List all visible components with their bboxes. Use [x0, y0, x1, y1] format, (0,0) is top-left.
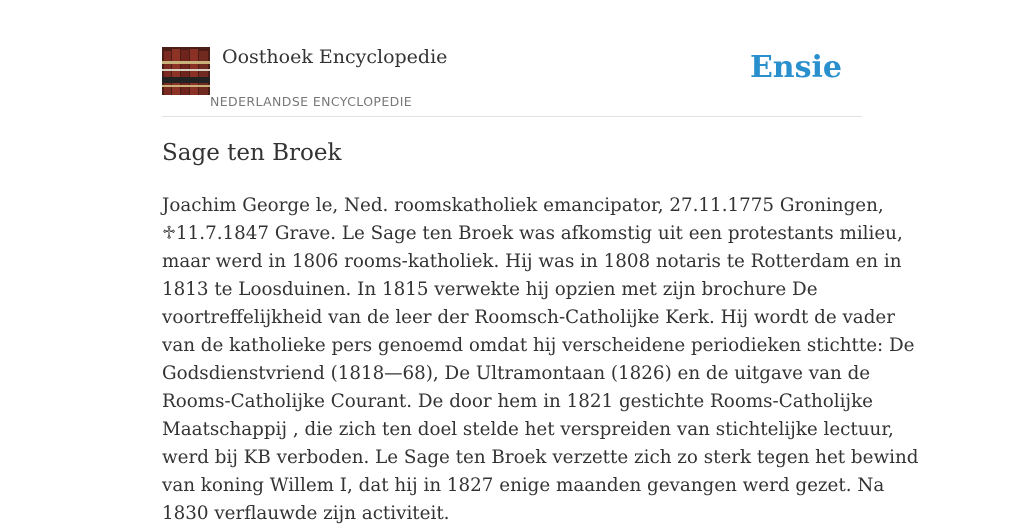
article-line: voortreffelijkheid van de leer der Roomsch-Catholijke Kerk. Hij wordt de vader [162, 307, 895, 328]
site-header [162, 46, 862, 117]
article-line: van de katholieke pers genoemd omdat hij verscheidene periodieken stichtte: De [162, 335, 915, 356]
article-line: Rooms-Catholijke Courant. De door hem in 1821 gestichte Rooms-Catholijke [162, 391, 873, 412]
article-body [162, 192, 919, 528]
brand-logo[interactable]: Ensie [749, 50, 842, 85]
avatar[interactable] [162, 47, 210, 95]
site-name[interactable]: Oosthoek Encyclopedie [222, 46, 448, 68]
article-line: Maatschappij , die zich ten doel stelde het verspreiden van stichtelijke lectuur, [162, 419, 894, 440]
site-subtitle: NEDERLANDSE ENCYCLOPEDIE [210, 94, 413, 109]
article-line: maar werd in 1806 rooms-katholiek. Hij was in 1808 notaris te Rotterdam en in [162, 251, 902, 272]
article-line: 1830 verflauwde zijn activiteit. [162, 503, 450, 524]
article-line: werd bij KB verboden. Le Sage ten Broek verzette zich zo sterk tegen het bewind [162, 447, 919, 468]
article-line: van koning Willem I, dat hij in 1827 enige maanden gevangen werd gezet. Na [162, 475, 885, 496]
article-line: ♱11.7.1847 Grave. Le Sage ten Broek was afkomstig uit een protestants milieu, [162, 223, 903, 244]
book-spines-icon [162, 47, 210, 95]
article-line: 1813 te Loosduinen. In 1815 verwekte hij opzien met zijn brochure De [162, 279, 818, 300]
article-line: Joachim George le, Ned. roomskatholiek emancipator, 27.11.1775 Groningen, [162, 195, 884, 216]
article-title: Sage ten Broek [162, 140, 342, 166]
article-line: Godsdienstvriend (1818—68), De Ultramontaan (1826) en de uitgave van de [162, 363, 871, 384]
